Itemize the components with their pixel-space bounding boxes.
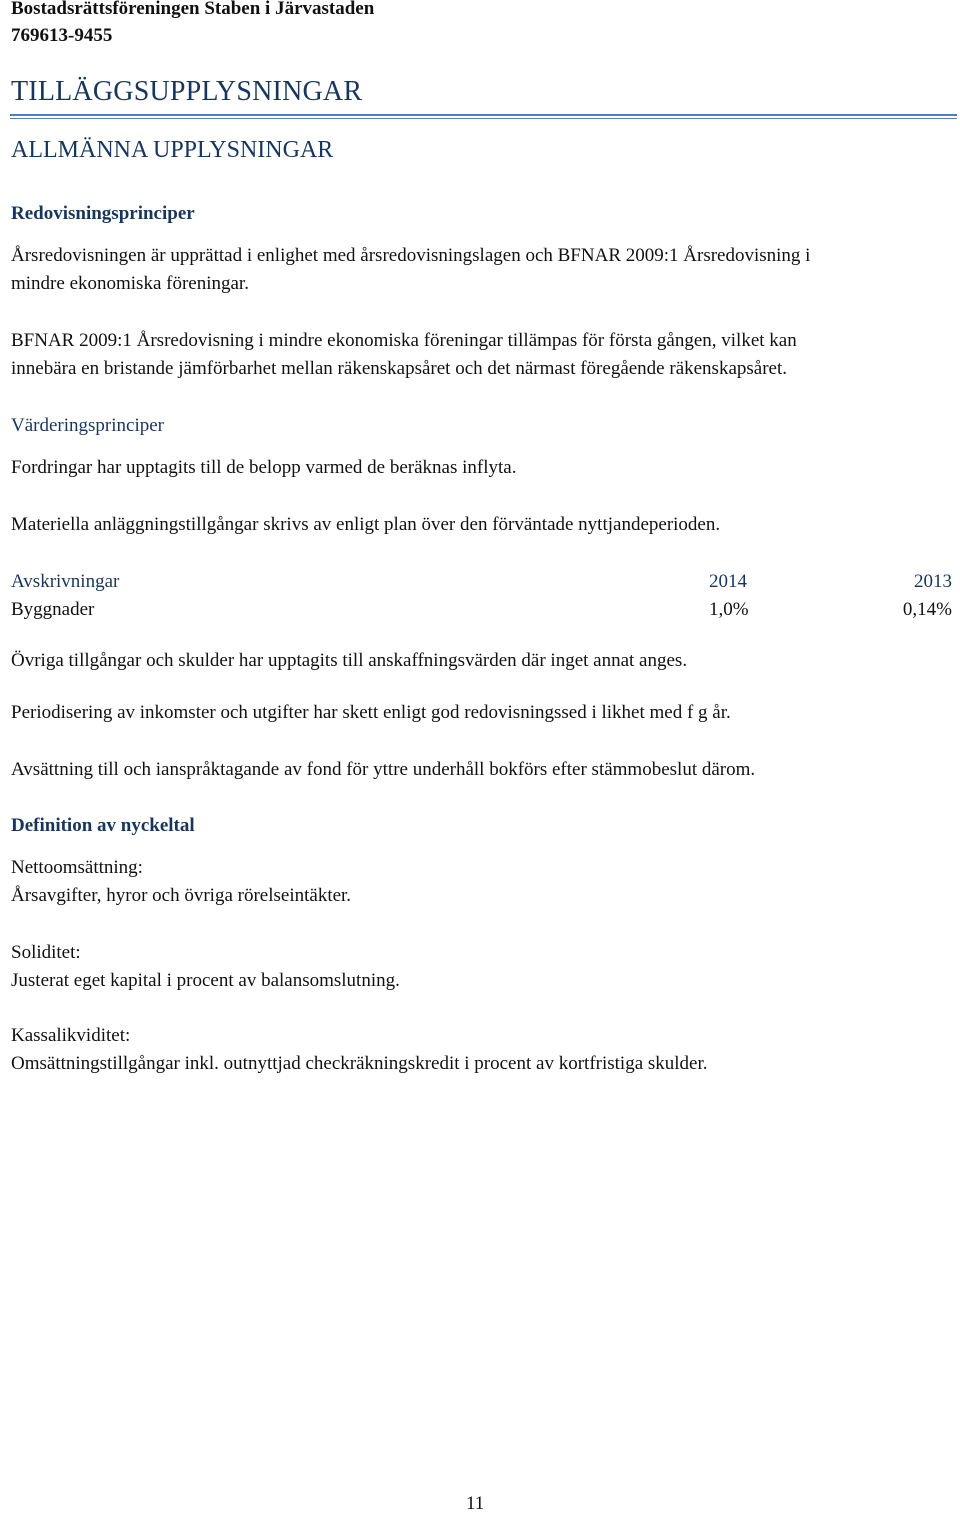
nyckeltal-definition-soliditet: Justerat eget kapital i procent av balansomslutning.: [11, 970, 400, 991]
avskrivningar-column-2014: 2014: [709, 571, 747, 592]
page-title: TILLÄGGSUPPLYSNINGAR: [11, 76, 363, 107]
title-rule: [10, 114, 957, 116]
ovrigt-paragraph-3: Avsättning till och ianspråktagande av fond för yttre underhåll bokförs efter stämmobeslut därom.: [11, 759, 756, 780]
nyckeltal-term-soliditet: Soliditet:: [11, 942, 81, 963]
avskrivningar-row-label: Byggnader: [11, 599, 95, 620]
avskrivningar-row-2013: 0,14%: [902, 599, 952, 620]
redovisning-paragraph-1-line-2: mindre ekonomiska föreningar.: [11, 273, 249, 294]
nyckeltal-term-nettoomsattning: Nettoomsättning:: [11, 857, 143, 878]
redovisning-paragraph-1-line-1: Årsredovisningen är upprättad i enlighet med årsredovisningslagen och BFNAR 2009:1 Årsredovisning i: [11, 245, 811, 266]
redovisning-paragraph-2-line-1: BFNAR 2009:1 Årsredovisning i mindre ekonomiska föreningar tillämpas för första gången, vilket kan: [11, 330, 797, 351]
varderingsprinciper-heading: Värderingsprinciper: [11, 415, 164, 436]
ovrigt-paragraph-1: Övriga tillgångar och skulder har upptagits till anskaffningsvärden där inget annat anges.: [11, 650, 688, 671]
redovisningsprinciper-heading: Redovisningsprinciper: [11, 203, 195, 224]
vardering-paragraph-1: Fordringar har upptagits till de belopp varmed de beräknas inflyta.: [11, 457, 517, 478]
section-heading: ALLMÄNNA UPPLYSNINGAR: [11, 137, 334, 163]
avskrivningar-heading: Avskrivningar: [11, 571, 120, 592]
vardering-paragraph-2: Materiella anläggningstillgångar skrivs av enligt plan över den förväntade nyttjandeperioden.: [11, 514, 721, 535]
redovisning-paragraph-2-line-2: innebära en bristande jämförbarhet mellan räkenskapsåret och det närmast föregående räkenskapsåret.: [11, 358, 788, 379]
nyckeltal-definition-kassalikviditet: Omsättningstillgångar inkl. outnyttjad checkräkningskredit i procent av kortfristiga skulder.: [11, 1053, 708, 1074]
avskrivningar-row-2014: 1,0%: [709, 599, 749, 620]
nyckeltal-term-kassalikviditet: Kassalikviditet:: [11, 1025, 131, 1046]
nyckeltal-definition-nettoomsattning: Årsavgifter, hyror och övriga rörelseintäkter.: [11, 885, 352, 906]
nyckeltal-heading: Definition av nyckeltal: [11, 815, 195, 836]
avskrivningar-column-2013: 2013: [914, 571, 952, 592]
organization-number: 769613-9455: [11, 25, 113, 46]
organization-name: Bostadsrättsföreningen Staben i Järvastaden: [11, 0, 375, 19]
page-number: 11: [466, 1493, 485, 1514]
title-rule-thin: [10, 118, 957, 119]
ovrigt-paragraph-2: Periodisering av inkomster och utgifter har skett enligt god redovisningssed i likhet med f g år.: [11, 702, 731, 723]
